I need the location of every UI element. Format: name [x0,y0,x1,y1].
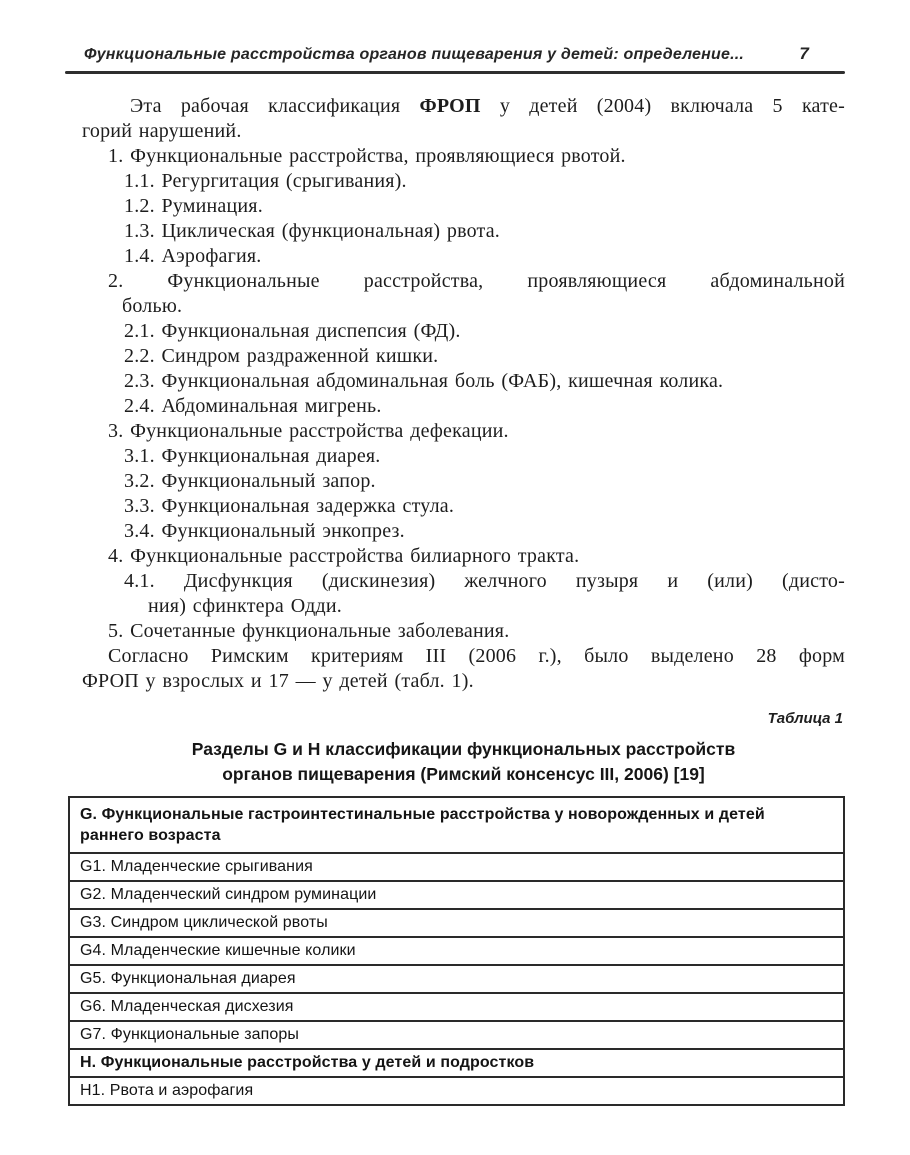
list-subitem: 3.4. Функциональный энкопрез. [124,520,405,542]
running-header [84,44,845,64]
table-row [69,993,844,1021]
intro-text: у детей (2004) включала 5 кате- [480,95,845,117]
table-cell: G2. Младенческий синдром руминации [69,881,844,909]
table-cell: Н1. Рвота и аэрофагия [69,1077,844,1105]
classification-table [68,796,845,1106]
list-subitem: 2.3. Функциональная абдоминальная боль (ФАБ), кишечная колика. [124,370,724,392]
table-row [69,853,844,881]
table-cell: G3. Синдром циклической рвоты [69,909,844,937]
list-subitem: 2.1. Функциональная диспепсия (ФД). [124,320,461,342]
list-subitem: 1.1. Регургитация (срыгивания). [124,170,407,192]
list-subitem: 1.2. Руминация. [124,195,263,217]
table-row [69,881,844,909]
list-subitem: 2.4. Абдоминальная мигрень. [124,395,382,417]
list-subitem: 1.3. Циклическая (функциональная) рвота. [124,220,500,242]
table-row-section-g [69,797,844,853]
table-cell: G7. Функциональные запоры [69,1021,844,1049]
list-item: 2. Функциональные расстройства, проявляющиеся абдоминальной [108,270,845,292]
table-row [69,1021,844,1049]
list-item: 5. Сочетанные функциональные заболевания. [108,620,510,642]
table-row [69,1077,844,1105]
header-rule-divider [65,71,845,74]
list-item: 3. Функциональные расстройства дефекации. [108,420,509,442]
list-item: 4. Функциональные расстройства билиарного тракта. [108,545,580,567]
section-g-line1: G. Функциональные гастроинтестинальные расстройства у новорожденных и детей [80,806,765,823]
table-row [69,937,844,965]
table-cell: G5. Функциональная диарея [69,965,844,993]
list-item-wrap: болью. [122,295,183,317]
table-cell: G4. Младенческие кишечные колики [69,937,844,965]
table-row [69,909,844,937]
text-line [82,94,845,119]
table-row [69,965,844,993]
table-title-line2: органов пищеварения (Римский консенсус III, 2006) [19] [222,764,705,784]
list-subitem: 1.4. Аэрофагия. [124,245,262,267]
table-caption: Таблица 1 [767,710,843,727]
list-subitem: 2.2. Синдром раздраженной кишки. [124,345,439,367]
intro-text: Эта рабочая классификация [130,95,420,117]
table-row-section-h [69,1049,844,1077]
page-number: 7 [799,44,809,63]
table-title [82,737,845,787]
body-text [82,94,845,694]
running-header-title: Функциональные расстройства органов пищеварения у детей: определение... [84,46,745,63]
table-title-line1: Разделы G и Н классификации функциональных расстройств [191,739,736,759]
list-subitem: 3.1. Функциональная диарея. [124,445,381,467]
list-item: 1. Функциональные расстройства, проявляющиеся рвотой. [108,145,626,167]
table-cell: G1. Младенческие срыгивания [69,853,844,881]
list-subitem: 3.2. Функциональный запор. [124,470,376,492]
table-cell: G6. Младенческая дисхезия [69,993,844,1021]
text-line: ФРОП у взрослых и 17 — у детей (табл. 1). [82,670,474,692]
table-cell: Н. Функциональные расстройства у детей и подростков [69,1049,844,1077]
text-line: горий нарушений. [82,120,242,142]
section-g-line2: раннего возраста [80,827,221,844]
text-line: Согласно Римским критериям III (2006 г.), было выделено 28 форм [108,645,845,667]
list-subitem-wrap: ния) сфинктера Одди. [148,595,342,617]
list-subitem: 4.1. Дисфункция (дискинезия) желчного пузыря и (или) (дисто- [124,570,845,592]
intro-abbr-frop: ФРОП [419,95,481,117]
list-subitem: 3.3. Функциональная задержка стула. [124,495,455,517]
